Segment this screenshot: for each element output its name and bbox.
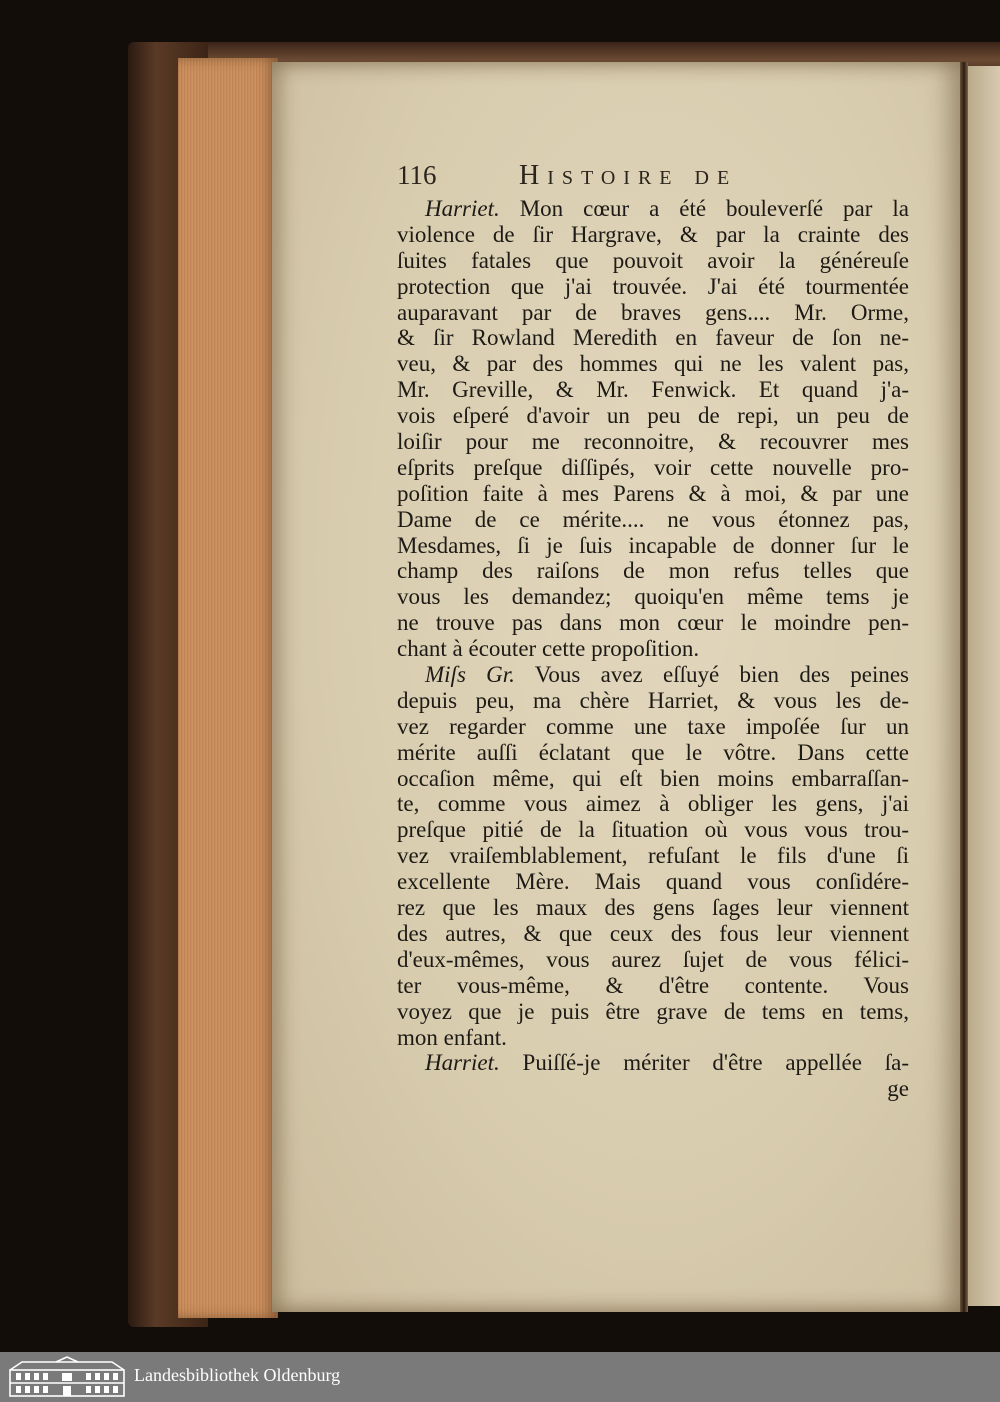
line-text: Mesdames, ſi je ſuis incapable de donner ſur le <box>397 532 909 558</box>
text-line <box>397 274 909 300</box>
line-text: vous les demandez; quoiqu'en même tems je <box>397 584 909 610</box>
line-text: preſque pitié de la ſituation où vous vous trou- <box>397 817 909 843</box>
library-footer <box>0 1352 1000 1402</box>
library-building-logo-icon <box>8 1356 126 1398</box>
text-line <box>397 325 909 351</box>
text-line <box>397 377 909 403</box>
text-line <box>397 947 909 973</box>
line-text: Mr. Greville, & Mr. Fenwick. Et quand j'a- <box>397 377 909 403</box>
running-head <box>397 160 907 200</box>
line-text: poſition faite à mes Parens & à moi, & par une <box>397 480 909 506</box>
running-title: Histoire de <box>519 160 738 191</box>
line-text: d'eux-mêmes, vous aurez ſujet de vous félici- <box>397 946 909 972</box>
line-text: champ des raiſons de mon refus telles que <box>397 558 909 584</box>
text-line <box>397 429 909 455</box>
line-text: voyez que je puis être grave de tems en tems, <box>397 998 909 1024</box>
line-text: protection que j'ai trouvée. J'ai été tourmentée <box>397 273 909 299</box>
text-line <box>397 533 909 559</box>
text-line <box>397 455 909 481</box>
text-line <box>397 300 909 326</box>
line-text: ſuites fatales que pouvoit avoir la généreuſe <box>397 247 909 273</box>
text-line <box>397 895 909 921</box>
line-text: ne trouve pas dans mon cœur le moindre pen- <box>397 610 909 636</box>
text-line <box>397 610 909 636</box>
text-line <box>397 507 909 533</box>
speaker-name: Miſs Gr. <box>425 662 515 688</box>
text-line <box>397 196 909 222</box>
body-text <box>397 196 909 1102</box>
line-text: & ſir Rowland Meredith en faveur de ſon ne- <box>397 325 909 351</box>
line-text: mon enfant. <box>397 1024 507 1050</box>
facing-page-edge <box>968 66 1000 1306</box>
text-line <box>397 481 909 507</box>
line-text: des autres, & que ceux des fous leur viennent <box>397 920 909 946</box>
text-line <box>397 351 909 377</box>
text-line <box>397 688 909 714</box>
text-line <box>397 843 909 869</box>
text-line <box>397 921 909 947</box>
catchword: ge <box>887 1076 909 1102</box>
line-text: vez regarder comme une taxe impoſée ſur un <box>397 713 909 739</box>
line-text: veu, & par des hommes qui ne les valent pas, <box>397 351 909 377</box>
line-text: rez que les maux des gens ſages leur viennent <box>397 895 909 921</box>
line-text: vois eſperé d'avoir un peu de repi, un peu de <box>397 403 909 429</box>
text-line <box>397 403 909 429</box>
text-line <box>397 740 909 766</box>
text-line <box>397 869 909 895</box>
line-text: Vous avez eſſuyé bien des peines <box>514 662 909 688</box>
line-text: excellente Mère. Mais quand vous conſidére- <box>397 869 909 895</box>
text-line <box>397 662 909 688</box>
line-text: vez vraiſemblablement, refuſant le fils d'une ſi <box>397 843 909 869</box>
line-text: Dame de ce mérite.... ne vous étonnez pas, <box>397 506 909 532</box>
line-text: occaſion même, qui eſt bien moins embarraſſan- <box>397 765 909 791</box>
line-text: depuis peu, ma chère Harriet, & vous les de- <box>397 687 909 713</box>
text-line <box>397 558 909 584</box>
line-text: auparavant par de braves gens.... Mr. Orme, <box>397 299 909 325</box>
line-text: eſprits preſque diſſipés, voir cette nouvelle pro- <box>397 454 909 480</box>
line-text: violence de ſir Hargrave, & par la crainte des <box>397 221 909 247</box>
line-text: Mon cœur a été bouleverſé par la <box>499 196 909 221</box>
text-line <box>397 636 909 662</box>
speaker-name: Harriet. <box>425 1050 500 1076</box>
text-line <box>397 973 909 999</box>
line-text: mérite auſſi éclatant que le vôtre. Dans cette <box>397 739 909 765</box>
text-line <box>397 791 909 817</box>
text-line <box>397 1025 909 1051</box>
text-line <box>397 584 909 610</box>
line-text: te, comme vous aimez à obliger les gens, j'ai <box>397 791 909 817</box>
text-line <box>397 248 909 274</box>
line-text: loiſir pour me reconnoitre, & recouvrer mes <box>397 429 909 455</box>
text-line <box>397 817 909 843</box>
text-line <box>397 999 909 1025</box>
page-edges <box>178 58 278 1318</box>
library-name: Landesbibliothek Oldenburg <box>134 1365 341 1385</box>
line-text: chant à écouter cette propoſition. <box>397 636 700 662</box>
page-number: 116 <box>397 160 437 190</box>
text-line <box>397 714 909 740</box>
line-text: Puiſſé-je mériter d'être appellée ſa- <box>499 1050 909 1076</box>
text-line <box>397 222 909 248</box>
book-gutter <box>960 62 968 1312</box>
line-text: ter vous-même, & d'être contente. Vous <box>397 972 909 998</box>
text-line <box>397 1050 909 1076</box>
text-line <box>397 766 909 792</box>
speaker-name: Harriet. <box>425 196 500 221</box>
